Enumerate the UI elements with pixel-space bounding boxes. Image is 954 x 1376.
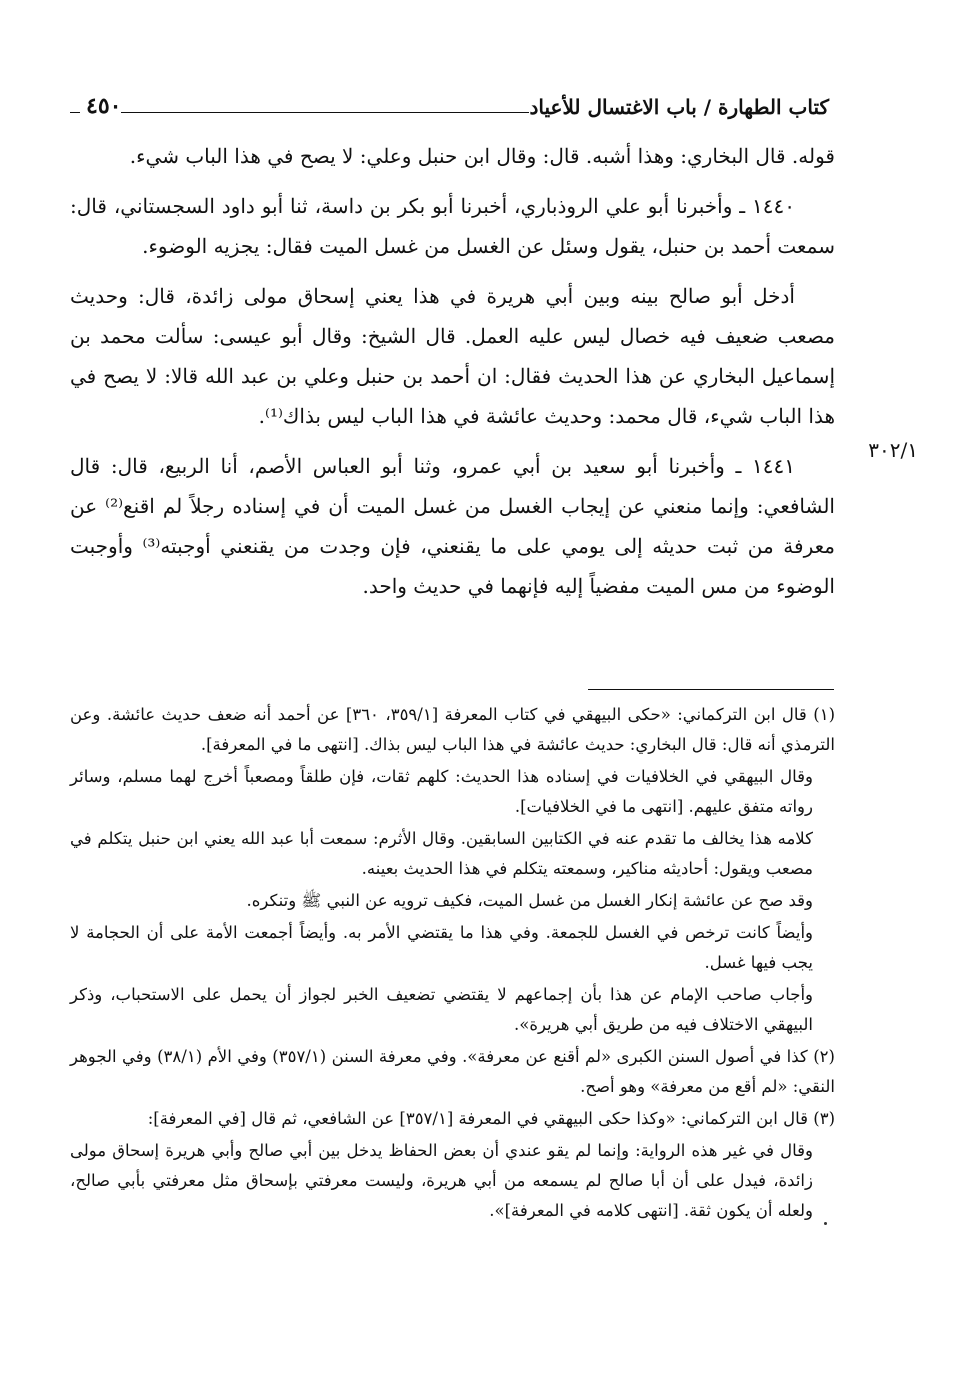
footnote-1-para: وأجاب صاحب الإمام عن هذا بأن إجماعهم لا يقتضي تضعيف الخبر لجواز أن يحمل على الاستحباب، وذكر البيهقي الاختلاف فيه من طريق أبي هريرة». xyxy=(70,985,813,1034)
footnotes xyxy=(70,700,835,1228)
main-text xyxy=(70,136,835,616)
stray-mark xyxy=(824,1222,827,1225)
footnote-1: (١) قال ابن التركماني: «حكى البيهقي في كتاب المعرفة [٣٥٩/١، ٣٦٠] عن أحمد أنه ضعف حديث عائشة. وعن الترمذي أنه قال: قال البخاري: حديث عائشة في هذا الباب ليس بذاك. [انتهى ما في المعرفة]. xyxy=(70,705,835,754)
paragraph-commentary: أدخل أبو صالح بينه وبين أبي هريرة في هذا يعني إسحاق مولى زائدة، قال: وحديث مصعب ضعيف فيه خصال ليس عليه العمل. قال الشيخ: وقال أبو عيسى: سألت محمد بن إسماعيل البخاري عن هذا الحديث فقال: ان أحمد بن حنبل وعلي بن عبد الله قالا: لا يصح في هذا الباب شيء، قال محمد: وحديث عائشة في هذا الباب ليس بذاك⁽¹⁾. xyxy=(70,284,835,428)
footnote-2: (٢) كذا في أصول السنن الكبرى «لم أقنع عن معرفة». وفي معرفة السنن (٣٥٧/١) وفي الأم (٣٨/١) وفي الجوهر النقي: «لم أقع من معرفة» وهو أصح. xyxy=(70,1047,835,1096)
page-number: ٤٥٠ xyxy=(80,93,121,119)
margin-reference: ٣٠٢/١ xyxy=(868,438,918,462)
page-header xyxy=(70,78,835,119)
footnote-1-para: وأيضاً كانت ترخص في الغسل للجمعة. وفي هذا ما يقتضي الأمر به. وأيضاً أجمعت الأمة على أن الحجامة لا يجب فيها غسل. xyxy=(70,923,813,972)
footnote-1-para: وقال البيهقي في الخلافيات في إسناده هذا الحديث: كلهم ثقات، فإن طلقاً ومصعباً أخرج لهما مسلم، وسائر رواته متفق عليهم. [انتهى ما في الخلافيات]. xyxy=(70,767,813,816)
footnote-3: (٣) قال ابن التركماني: «وكذا حكى البيهقي في المعرفة [٣٥٧/١] عن الشافعي، ثم قال [في المعرفة]: xyxy=(147,1109,835,1128)
footnote-1-para: كلامه هذا يخالف ما تقدم عنه في الكتابين السابقين. وقال الأثرم: سمعت أبا عبد الله يعني ابن حنبل يتكلم في مصعب ويقول: أحاديثه مناكير، وسمعته يتكلم في هذا الحديث بعينه. xyxy=(70,829,813,878)
paragraph-continuation: قوله. قال البخاري: وهذا أشبه. قال: وقال ابن حنبل وعلي: لا يصح في هذا الباب شيء. xyxy=(129,144,835,168)
running-title: كتاب الطهارة / باب الاغتسال للأعياد xyxy=(529,95,835,119)
hadith-1440: ١٤٤٠ ـ وأخبرنا أبو علي الروذباري، أخبرنا أبو بكر بن داسة، ثنا أبو داود السجستاني، قال: سمعت أحمد بن حنبل، يقول وسئل عن الغسل من غسل الميت فقال: يجزيه الوضوء. xyxy=(70,194,835,258)
footnote-1-para: وقد صح عن عائشة إنكار الغسل من غسل الميت، فكيف ترويه عن النبي ﷺ وتنكره. xyxy=(246,891,813,910)
footnote-3-para: وقال في غير هذه الرواية: وإنما لم يقو عندي أن بعض الحفاظ يدخل بين أبي صالح وأبي هريرة إسحاق مولى زائدة، فيدل على أن أبا صالح لم يسمعه من أبي هريرة، وليست معرفتي بإسحاق مثل معرفتي بأبي صالح، ولعله أن يكون ثقة. [انتهى كلامه في المعرفة]». xyxy=(70,1141,813,1220)
hadith-1441: ١٤٤١ ـ وأخبرنا أبو سعيد بن أبي عمرو، وثنا أبو العباس الأصم، أنا الربيع، قال: قال الشافعي: وإنما منعني عن إيجاب الغسل من غسل الميت أن في إسناده رجلاً لم اقنع⁽²⁾ عن معرفة من ثبت حديثه إلى يومي على ما يقنعني، فإن وجدت من يقنعني أوجبته⁽³⁾ وأوجبت الوضوء من مس الميت مفضياً إليه فإنهما في حديث واحد. xyxy=(70,454,835,598)
footnote-separator xyxy=(588,689,834,690)
